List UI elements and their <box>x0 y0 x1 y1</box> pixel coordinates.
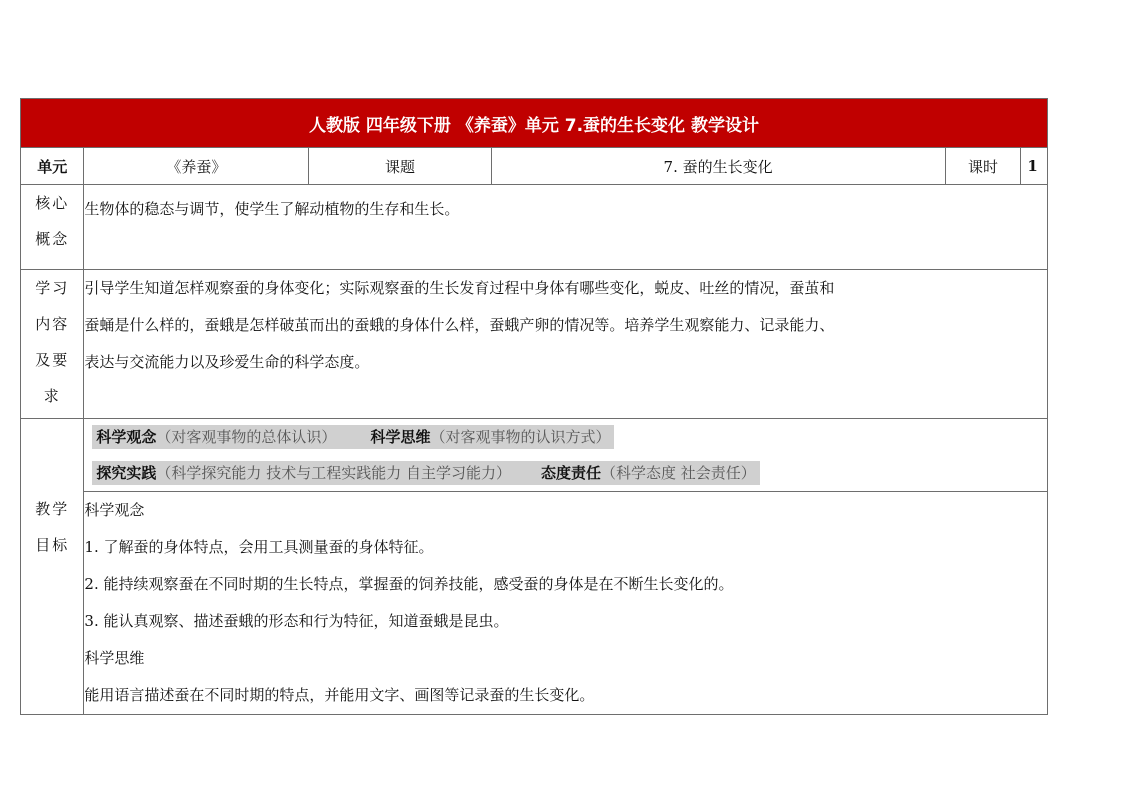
learning-label-line-2: 内容 <box>35 315 70 333</box>
learning-label <box>21 270 84 419</box>
unit-value: 《养蚕》 <box>84 148 309 185</box>
goals-section-heading: 科学观念 <box>84 501 145 519</box>
literacy-row <box>21 419 1048 492</box>
hours-value: 1 <box>1021 148 1048 185</box>
tag-science-thinking: 科学思维（对客观事物的认识方式） <box>340 425 614 449</box>
lesson-plan-table <box>20 98 1048 715</box>
learning-line: 蚕蛹是什么样的，蚕蛾是怎样破茧而出的蚕蛾的身体什么样，蚕蛾产卵的情况等。培养学生观察能力、记录能力、 <box>84 316 835 334</box>
tag-science-concept: 科学观念（对客观事物的总体认识） <box>92 425 340 449</box>
goals-row <box>21 492 1048 715</box>
goals-label-line-2: 目标 <box>35 536 70 554</box>
header-row <box>21 148 1048 185</box>
learning-label-line-4: 求 <box>43 387 61 405</box>
topic-value: 7. 蚕的生长变化 <box>491 148 945 185</box>
core-concept-row <box>21 185 1048 270</box>
learning-label-line-1: 学习 <box>35 279 70 297</box>
core-label-line-2: 概念 <box>35 230 70 248</box>
goal-item: 2. 能持续观察蚕在不同时期的生长特点，掌握蚕的饲养技能，感受蚕的身体是在不断生长变化的。 <box>84 575 734 593</box>
unit-label: 单元 <box>21 148 84 185</box>
literacy-line-2 <box>92 455 1047 491</box>
core-concept-label <box>21 185 84 270</box>
core-label-line-1: 核心 <box>35 194 70 212</box>
goal-item: 能用语言描述蚕在不同时期的特点，并能用文字、画图等记录蚕的生长变化。 <box>84 686 595 704</box>
goal-item: 3. 能认真观察、描述蚕蛾的形态和行为特征，知道蚕蛾是昆虫。 <box>84 612 509 630</box>
tag-attitude-responsibility: 态度责任（科学态度 社会责任） <box>515 461 760 485</box>
learning-line: 引导学生知道怎样观察蚕的身体变化；实际观察蚕的生长发育过程中身体有哪些变化，蜕皮、吐丝的情况，蚕茧和 <box>84 279 835 297</box>
goals-content <box>84 492 1048 715</box>
goal-item: 1. 了解蚕的身体特点，会用工具测量蚕的身体特征。 <box>84 538 434 556</box>
goals-label-line-1: 教学 <box>35 500 70 518</box>
literacy-tags <box>84 419 1048 492</box>
goals-section-heading: 科学思维 <box>84 649 145 667</box>
literacy-line-1 <box>92 419 1047 455</box>
learning-label-line-3: 及要 <box>35 351 70 369</box>
learning-line: 表达与交流能力以及珍爱生命的科学态度。 <box>84 353 370 371</box>
learning-content-text <box>84 270 1048 419</box>
hours-label: 课时 <box>945 148 1021 185</box>
tag-inquiry-practice: 探究实践（科学探究能力 技术与工程实践能力 自主学习能力） <box>92 461 515 485</box>
topic-label: 课题 <box>309 148 491 185</box>
document-title: 人教版 四年级下册 《养蚕》单元 7.蚕的生长变化 教学设计 <box>21 99 1048 148</box>
goals-label <box>21 419 84 715</box>
core-concept-text: 生物体的稳态与调节，使学生了解动植物的生存和生长。 <box>84 185 1048 270</box>
learning-content-row <box>21 270 1048 419</box>
